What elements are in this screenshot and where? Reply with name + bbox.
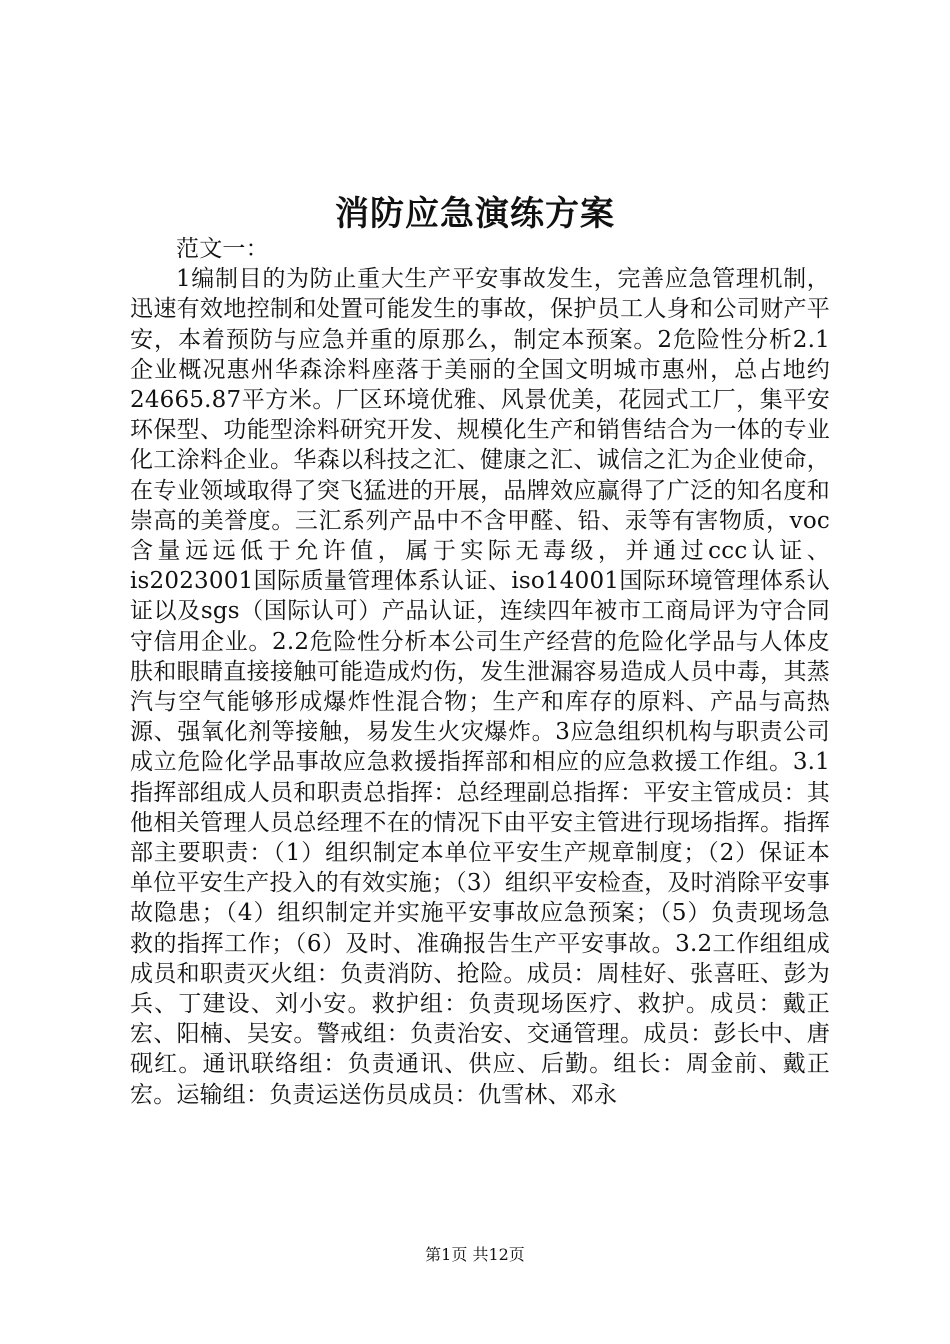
document-title: 消防应急演练方案 [335, 194, 615, 234]
page-number: 第1页 共12页 [425, 1245, 525, 1264]
subheading: 范文一： [176, 236, 269, 262]
body-paragraph: 1编制目的为防止重大生产平安事故发生，完善应急管理机制，迅速有效地控制和处置可能发生的事故，保护员工人身和公司财产平安，本着预防与应急并重的原那么，制定本预案。2危险性分析2.1企业概况惠州华森涂料座落于美丽的全国文明城市惠州，总占地约24665.87平方米。厂区环境优雅、风景优美，花园式工厂，集平安环保型、功能型涂料研究开发、规模化生产和销售结合为一体的专业化工涂料企业。华森以科技之汇、健康之汇、诚信之汇为企业使命，在专业领域取得了突飞猛进的开展，品牌效应赢得了广泛的知名度和崇高的美誉度。三汇系列产品中不含甲醛、铅、汞等有害物质，voc含量远远低于允许值，属于实际无毒级，并通过ccc认证、is2023001国际质量管理体系认证、iso14001国际环境管理体系认证以及sgs（国际认可）产品认证，连续四年被市工商局评为守合同守信用企业。2.2危险性分析本公司生产经营的危险化学品与人体皮肤和眼睛直接接触可能造成灼伤，发生泄漏容易造成人员中毒，其蒸汽与空气能够形成爆炸性混合物；生产和库存的原料、产品与高热源、强氧化剂等接触，易发生火灾爆炸。3应急组织机构与职责公司成立危险化学品事故应急救援指挥部和相应的应急救援工作组。3.1指挥部组成人员和职责总指挥：总经理副总指挥：平安主管成员：其他相关管理人员总经理不在的情况下由平安主管进行现场指挥。指挥部主要职责：（1）组织制定本单位平安生产规章制度；（2）保证本单位平安生产投入的有效实施；（3）组织平安检查，及时消除平安事故隐患；（4）组织制定并实施平安事故应急预案；（5）负责现场急救的指挥工作；（6）及时、准确报告生产平安事故。3.2工作组组成成员和职责灭火组：负责消防、抢险。成员：周桂好、张喜旺、彭为兵、丁建设、刘小安。救护组：负责现场医疗、救护。成员：戴正宏、阳楠、吴安。警戒组：负责治安、交通管理。成员：彭长中、唐砚红。通讯联络组：负责通讯、供应、后勤。组长：周金前、戴正宏。运输组：负责运送伤员成员：仇雪林、邓永 [130, 266, 830, 1108]
document-body [130, 234, 830, 1110]
